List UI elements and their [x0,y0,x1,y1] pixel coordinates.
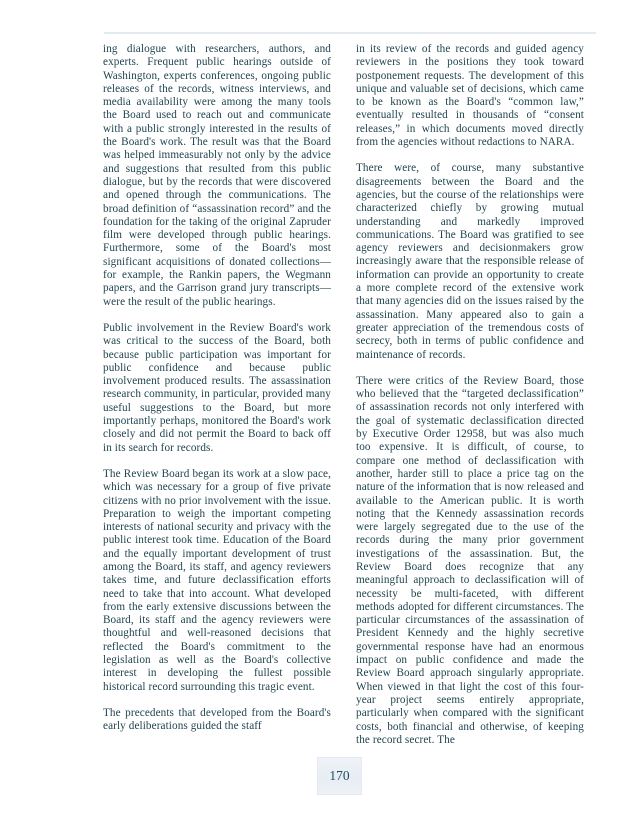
paragraph: There were, of course, many substantive disagreements between the Board and the agencies, but the course of the relationships were characterized chiefly by growing mutual understanding and markedly improved communications. The Board was gratified to see agency reviewers and decisionmakers grow increasingly aware that the responsible release of information can provide an opportunity to create a more complete record of the extensive work that many agencies did on the issues raised by the assassination. Many appeared also to gain a greater appreciation of the tremendous costs of secrecy, both in terms of public confidence and maintenance of records. [356,162,584,361]
paragraph: There were critics of the Review Board, those who believed that the “targeted declassification” of assassination records not only interfered with the goal of systematic declassification directed by Executive Order 12958, but was also much too expensive. It is difficult, of course, to compare one method of declassification with another, harder still to place a price tag on the nature of the information that is now released and available to the American public. It is worth noting that the Kennedy assassination records were largely segregated due to the use of the records during the many prior government investigations of the assassination. But, the Review Board does recognize that any meaningful approach to declassification will of necessity be multi-faceted, with different methods adopted for different circumstances. The particular circumstances of the assassination of President Kennedy and the highly secretive governmental response have had an enormous impact on public confidence and made the Review Board approach singularly appropriate. When viewed in that light the cost of this four-year project seems entirely appropriate, particularly when compared with the significant costs, both financial and otherwise, of keeping the record secret. The [356,374,584,746]
paragraph: in its review of the records and guided agency reviewers in the positions they took toward postponement requests. The development of this unique and valuable set of decisions, which came to be known as the Board's “common law,” eventually resulted in thousands of “consent releases,” in which documents moved directly from the agencies without redactions to NARA. [356,43,584,149]
paragraph: The Review Board began its work at a slow pace, which was necessary for a group of five private citizens with no prior involvement with the issue. Preparation to weigh the important competing interests of national security and privacy with the public interest took time. Education of the Board and the equally important development of trust among the Board, its staff, and agency reviewers takes time, and future declassification efforts need to take that into account. What developed from the early extensive discussions between the Board, its staff and the agency reviewers were thoughtful and well-reasoned decisions that reflected the Board's commitment to the legislation as well as the Board's collective interest in developing the fullest possible historical record surrounding this tragic event. [103,467,331,693]
page-number-box [317,757,362,795]
page-number: 170 [329,768,350,783]
paragraph: ing dialogue with researchers, authors, and experts. Frequent public hearings outside of Washington, experts conferences, ongoing public releases of the records, witness interviews, and media availability were among the many tools the Board used to reach out and communicate with a public strongly interested in the results of the Board's work. The result was that the Board was helped immeasurably not only by the advice and suggestions that resulted from this public dialogue, but by the records that were discovered and opened through the communications. The broad definition of “assassination record” and the foundation for the taking of the original Zapruder film were developed through public hearings. Furthermore, some of the Board's most significant acquisitions of donated collections—for example, the Rankin papers, the Wegmann papers, and the Garrison grand jury transcripts—were the result of the public hearings. [103,43,331,308]
text-column-left [103,43,331,747]
paragraph: Public involvement in the Review Board's work was critical to the success of the Board, both because public participation was important for public confidence and because public involvement produced results. The assassination research community, in particular, provided many useful suggestions to the Board, but more importantly perhaps, monitored the Board's work closely and did not permit the Board to back off in its search for records. [103,321,331,454]
text-column-right [356,43,584,760]
header-rule-divider [104,32,596,34]
paragraph: The precedents that developed from the Board's early deliberations guided the staff [103,706,331,733]
